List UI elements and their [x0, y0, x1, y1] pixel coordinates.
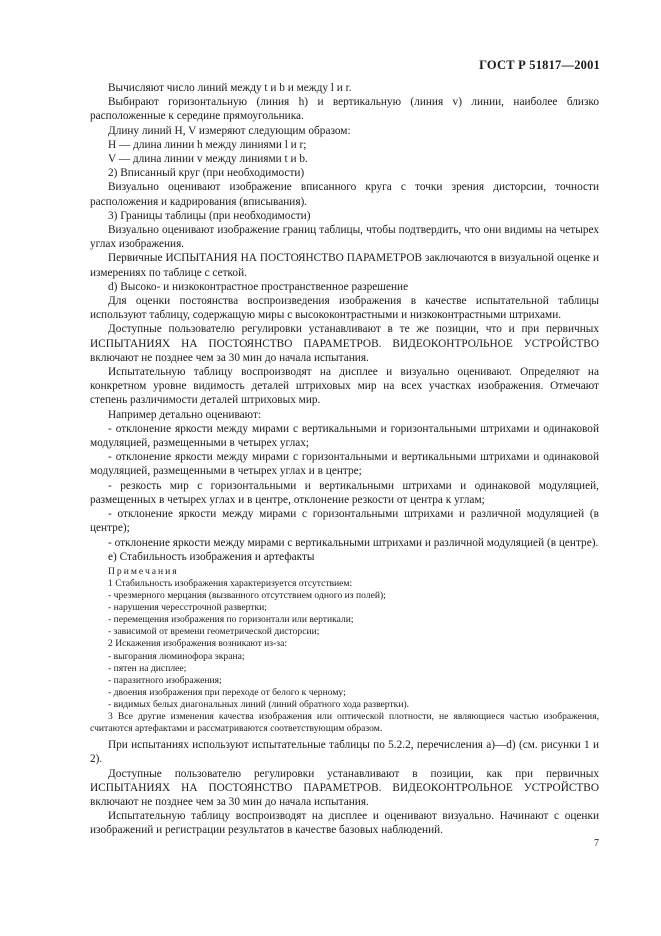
document-body	[90, 81, 599, 838]
paragraph: Доступные пользователю регулировки устанавливают в те же позиции, что и при первичных ИСПЫТАНИЯХ НА ПОСТОЯНСТВО ПАРАМЕТРОВ. ВИДЕОКОНТРОЛЬНОЕ УСТРОЙСТВО включают не позднее чем за 30 мин до начала испытания.	[90, 323, 599, 364]
note-line: - перемещения изображения по горизонтали или вертикали;	[108, 614, 354, 626]
paragraph: Например детально оценивают:	[108, 408, 262, 421]
note-line: 2 Искажения изображения возникают из-за:	[108, 638, 287, 650]
paragraph: Первичные ИСПЫТАНИЯ НА ПОСТОЯНСТВО ПАРАМЕТРОВ заключаются в визуальной оценке и измерениях по таблице с сеткой.	[90, 252, 599, 279]
paragraph: 2) Вписанный круг (при необходимости)	[108, 167, 305, 180]
paragraph: При испытаниях используют испытательные таблицы по 5.2.2, перечисления а)—d) (см. рисунки 1 и 2).	[90, 739, 599, 766]
paragraph: Длину линий H, V измеряют следующим образом:	[108, 124, 351, 137]
page-number: 7	[594, 838, 599, 849]
paragraph: Вычисляют число линий между t и b и между l и r.	[108, 82, 352, 94]
note-line: - выгорания люминофора экрана;	[108, 650, 245, 662]
note-line: - пятен на дисплее;	[108, 662, 187, 674]
paragraph: Испытательную таблицу воспроизводят на дисплее и визуально оценивают. Определяют на конкретном уровне видимость деталей штриховых мир на всех участках изображения. Отмечают степень различимости деталей штриховых мир.	[90, 366, 599, 407]
paragraph: Визуально оценивают изображение вписанного круга с точки зрения дисторсии, точности расположения и кадрирования (вписывания).	[90, 181, 599, 208]
note-line: - видимых белых диагональных линий (линий обратного хода развертки).	[108, 698, 410, 710]
notes-title: Примечания	[108, 565, 179, 577]
note-line: - нарушения чересстрочной развертки;	[108, 602, 267, 614]
paragraph: Выбирают горизонтальную (линия h) и вертикальную (линия v) линии, наиболее близко расположенные к середине прямоугольника.	[90, 96, 599, 123]
document-header: ГОСТ Р 51817—2001	[479, 58, 600, 72]
paragraph: - отклонение яркости между мирами с вертикальными и горизонтальными штрихами и одинаковой модуляцией, размещенными в четырех углах;	[90, 422, 599, 450]
note-line: - чрезмерного мерцания (вызванного отсутствием одного из полей);	[108, 590, 386, 602]
note-line: - паразитного изображения;	[108, 674, 222, 686]
paragraph: - отклонение яркости между мирами с горизонтальными и вертикальными штрихами и одинаковой модуляцией, размещенными в четырех углах и в центре;	[90, 451, 599, 478]
paragraph: d) Высоко- и низкоконтрастное пространственное разрешение	[108, 280, 409, 293]
note-line: 3 Все другие изменения качества изображения или оптической плотности, не являющиеся частью изображения, считаются артефактами и рассматриваются соответствующим образом.	[90, 711, 599, 735]
paragraph: Для оценки постоянства воспроизведения изображения в качестве испытательной таблицы используют таблицу, содержащую миры с высококонтрастными и низкоконтрастными штрихами.	[90, 295, 599, 322]
note-line: 1 Стабильность изображения характеризуется отсутствием:	[108, 578, 353, 589]
paragraph: Доступные пользователю регулировки устанавливают в позиции, как при первичных ИСПЫТАНИЯХ НА ПОСТОЯНСТВО ПАРАМЕТРОВ. ВИДЕОКОНТРОЛЬНОЕ УСТРОЙСТВО включают не позднее чем за 30 мин до начала испытания.	[90, 767, 599, 809]
paragraph: V — длина линии v между линиями t и b.	[108, 153, 308, 166]
paragraph: H — длина линии h между линиями l и r;	[108, 138, 307, 151]
notes-block	[90, 566, 599, 735]
note-line: - двоения изображения при переходе от белого к черному;	[108, 686, 346, 698]
paragraph: Испытательную таблицу воспроизводят на дисплее и оценивают визуально. Начинают с оценки изображений и регистрации результатов в качестве базовых наблюдений.	[90, 810, 599, 837]
paragraph: - резкость мир с горизонтальными и вертикальными штрихами и одинаковой модуляцией, размещенных в четырех углах и в центре, отклонение резкости от центра к углам;	[90, 479, 599, 506]
paragraph: - отклонение яркости между мирами с вертикальными штрихами и различной модуляцией (в центре).	[108, 536, 599, 549]
paragraph: e) Стабильность изображения и артефакты	[108, 550, 315, 563]
paragraph: - отклонение яркости между мирами с горизонтальными штрихами и различной модуляцией (в центре);	[90, 508, 599, 535]
paragraph: 3) Границы таблицы (при необходимости)	[108, 209, 311, 222]
note-line: - зависимой от времени геометрической дисторсии;	[108, 626, 320, 638]
paragraph: Визуально оценивают изображение границ таблицы, чтобы подтвердить, что они видимы на четырех углах изображения.	[90, 224, 599, 251]
